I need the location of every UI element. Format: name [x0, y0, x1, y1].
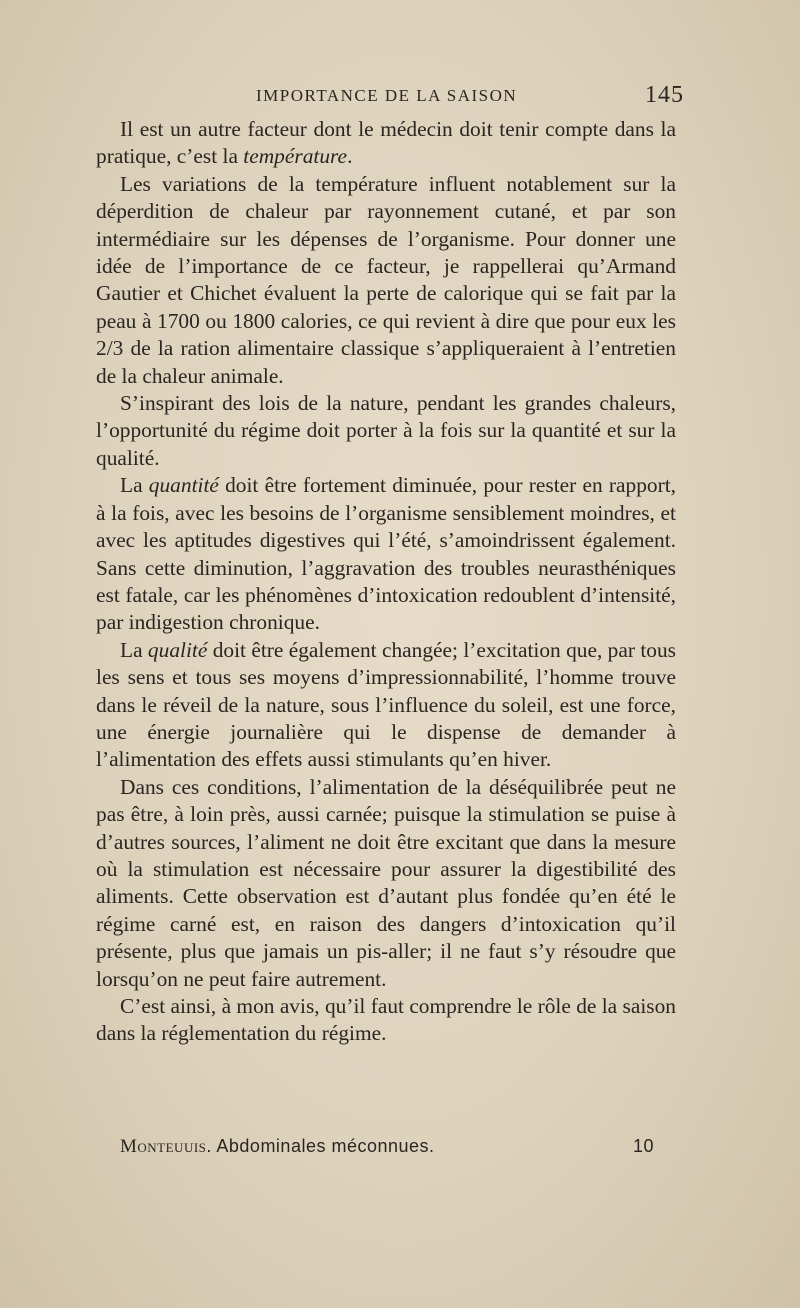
emphasized-term: qualité	[147, 637, 208, 662]
page-footer	[120, 1136, 656, 1162]
sheet-number: 10	[632, 1136, 654, 1156]
paragraph: La quantité doit être fortement diminuée, pour rester en rapport, à la fois, avec les besoins de l’organisme sensiblement moindres, et avec les aptitudes digestives qui l’été, s’amoindrissent également. Sans cette diminution, l’aggravation des troubles neurasthéniques est fatale, car les phénomènes d’intoxication redoublent d’intensité, par indigestion chronique.	[96, 473, 676, 635]
footer-author: Monteuuis	[120, 1136, 207, 1157]
emphasized-term: température	[243, 144, 348, 169]
paragraph: Dans ces conditions, l’alimentation de la déséquilibrée peut ne pas être, à loin près, aussi carnée; puisque la stimulation se puise à d’autres sources, l’aliment ne doit être excitant que dans la mesure où la stimulation est nécessaire pour assurer la digestibilité des aliments. Cette observation est d’autant plus fondée qu’en été le régime carné est, en raison des dangers d’intoxication qu’il présente, plus que jamais un pis-aller; il ne faut s’y résoudre que lorsqu’on ne peut faire autrement.	[96, 774, 676, 991]
paragraph: Les variations de la température influent notablement sur la déperdition de chaleur par rayonnement cutané, et par son intermédiaire sur les dépenses de l’organisme. Pour donner une idée de l’importance de ce facteur, je rappellerai qu’Armand Gautier et Chichet évaluent la perte de calorique qui se fait par la peau à 1700 ou 1800 calories, ce qui revient à dire que pour eux les 2/3 de la ration alimentaire classique s’appliqueraient à l’entretien de la chaleur animale.	[96, 171, 676, 388]
paragraph: C’est ainsi, à mon avis, qu’il faut comprendre le rôle de la saison dans la réglementation du régime.	[96, 994, 676, 1046]
body-text	[96, 116, 676, 1048]
paragraph: S’inspirant des lois de la nature, pendant les grandes chaleurs, l’opportunité du régime doit porter à la fois sur la quantité et sur la qualité.	[96, 391, 676, 470]
running-title: IMPORTANCE DE LA SAISON	[256, 86, 518, 105]
page-header	[96, 84, 686, 114]
paragraph: La qualité doit être également changée; l’excitation que, par tous les sens et tous ses moyens d’impressionnabilité, l’homme trouve dans le réveil de la nature, sous l’influence du soleil, est une force, une énergie journalière qui le dispense de demander à l’alimentation des effets aussi stimulants qu’en hiver.	[96, 637, 676, 772]
footer-title: . Abdominales méconnues.	[206, 1136, 435, 1156]
paragraph: Il est un autre facteur dont le médecin doit tenir compte dans la pratique, c’est la température.	[96, 117, 676, 169]
signature-line	[120, 1136, 435, 1158]
emphasized-term: quantité	[148, 473, 219, 498]
page-number: 145	[645, 82, 684, 108]
